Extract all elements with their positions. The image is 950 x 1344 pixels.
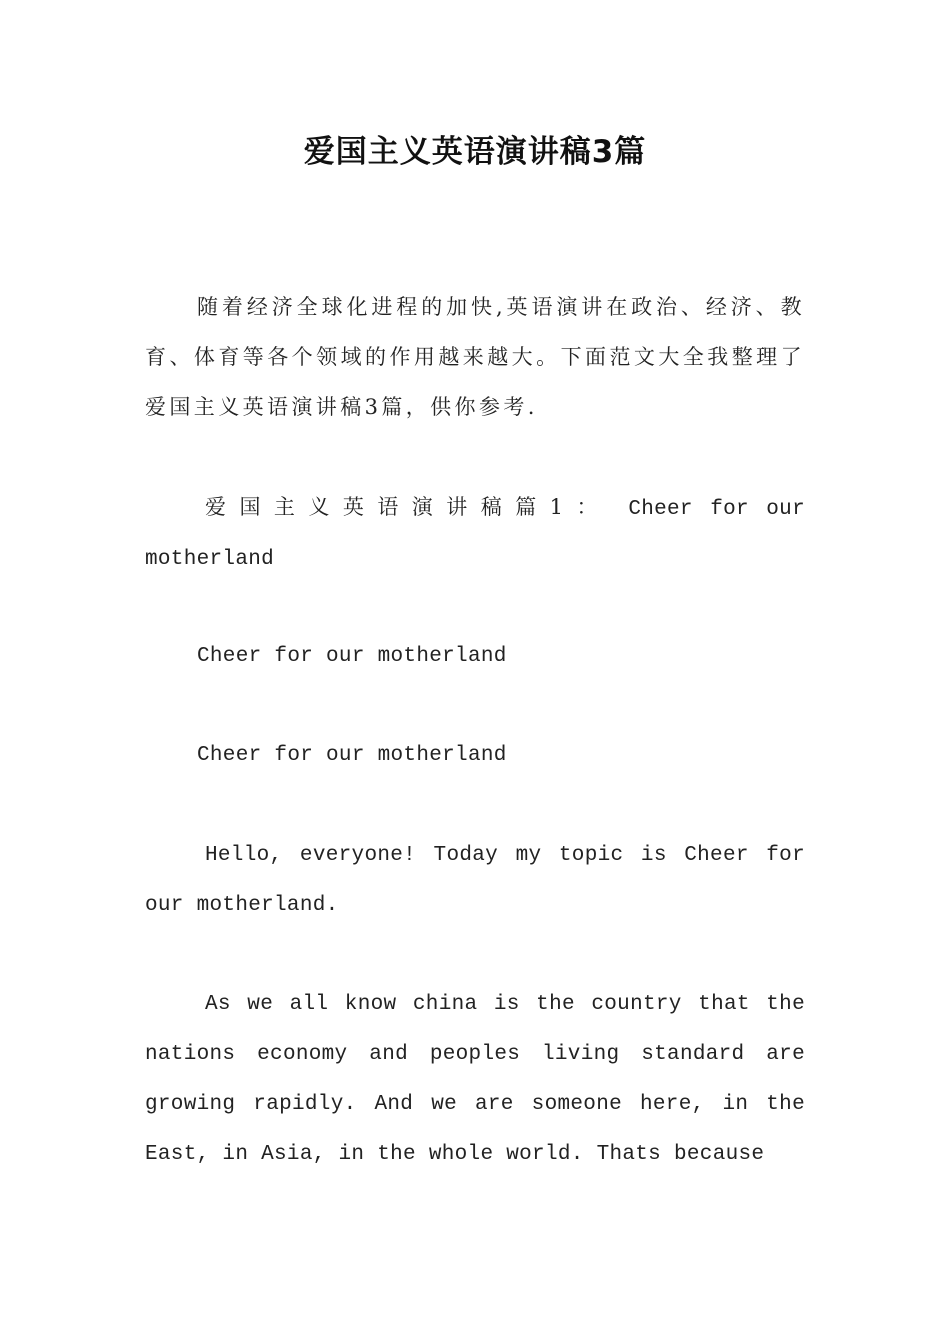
intro-paragraph: 随着经济全球化进程的加快,英语演讲在政治、经济、教育、体育等各个领域的作用越来越大。下面范文大全我整理了爱国主义英语演讲稿3篇，供你参考.	[145, 295, 805, 419]
section-1-heading	[145, 482, 805, 585]
section-1-title: Cheer for our motherland	[145, 498, 805, 571]
speech-title-line-1: Cheer for our motherland	[197, 645, 507, 668]
document-title: 爱国主义英语演讲稿3篇	[303, 134, 647, 170]
section-1-label: 爱国主义英语演讲稿篇1：	[205, 495, 611, 519]
paragraph-greeting: Hello, everyone! Today my topic is Cheer for our motherland.	[145, 844, 805, 917]
paragraph-body: As we all know china is the country that the nations economy and peoples living standard are growing rapidly. And we are someone here, in the East, in Asia, in the whole world. Thats because	[145, 993, 805, 1166]
speech-title-line-2: Cheer for our motherland	[197, 744, 507, 767]
